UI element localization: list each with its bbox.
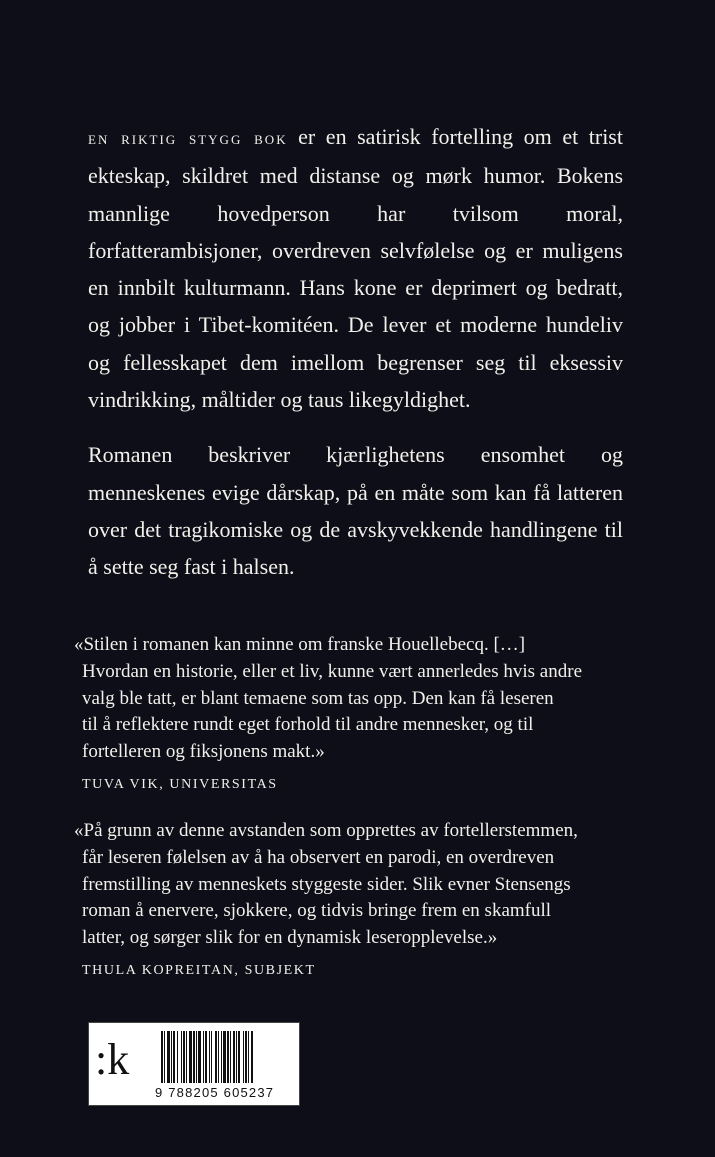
quote-line: til å reflektere rundt eget forhold til andre mennesker, og til: [82, 714, 534, 736]
quote-line: «Stilen i romanen kan minne om franske Houellebecq. […]: [74, 634, 526, 655]
blurb-paragraph-1-text: er en satirisk fortelling om et trist ekteskap, skildret med distanse og mørk humor. Bokens mannlige hovedperson har tvilsom moral, forfatterambisjoner, overdreven selvfølelse og er muligens en innbilt kulturmann. Hans kone er deprimert og bedratt, og jobber i Tibet-komitéen. De lever et moderne hundeliv og fellesskapet dem imellom begrenser seg til eksessiv vindrikking, måltider og taus likegyldighet.: [88, 124, 623, 413]
barcode-icon: [161, 1031, 295, 1083]
quote-line: «På grunn av denne avstanden som opprettes av fortellerstemmen,: [74, 820, 578, 841]
quote-line: latter, og sørger slik for en dynamisk leseropplevelse.»: [82, 927, 498, 949]
isbn-number: 9 788205 605237: [155, 1085, 275, 1100]
quote-line: valg ble tatt, er blant temaene som tas opp. Den kan få leseren: [82, 687, 554, 709]
quote-line: får leseren følelsen av å ha observert en parodi, en overdreven: [82, 846, 555, 868]
review-quote-2: [74, 818, 634, 985]
quote-line: fortelleren og fiksjonens makt.»: [82, 741, 325, 763]
publisher-logo: :k: [95, 1035, 130, 1084]
quote-source: THULA KOPREITAN, SUBJEKT: [82, 962, 316, 978]
isbn-barcode-box: [88, 1022, 300, 1106]
book-title-lead: en riktig stygg bok: [88, 128, 288, 149]
back-cover-blurb: [88, 118, 623, 586]
quote-source: TUVA VIK, UNIVERSITAS: [82, 776, 278, 792]
quote-line: Hvordan en historie, eller et liv, kunne vært annerledes hvis andre: [82, 660, 583, 682]
blurb-paragraph-2: Romanen beskriver kjærlighetens ensomhet og menneskenes evige dårskap, på en måte som kan få latteren over det tragikomiske og de avskyvekkende handlingene til å sette seg fast i halsen.: [88, 442, 623, 580]
quote-line: fremstilling av menneskets styggeste sider. Slik evner Stensengs: [82, 873, 571, 895]
quote-line: roman å enervere, sjokkere, og tidvis bringe frem en skamfull: [82, 900, 552, 922]
review-quote-1: [74, 632, 634, 799]
blurb-paragraph-1: [88, 118, 623, 418]
